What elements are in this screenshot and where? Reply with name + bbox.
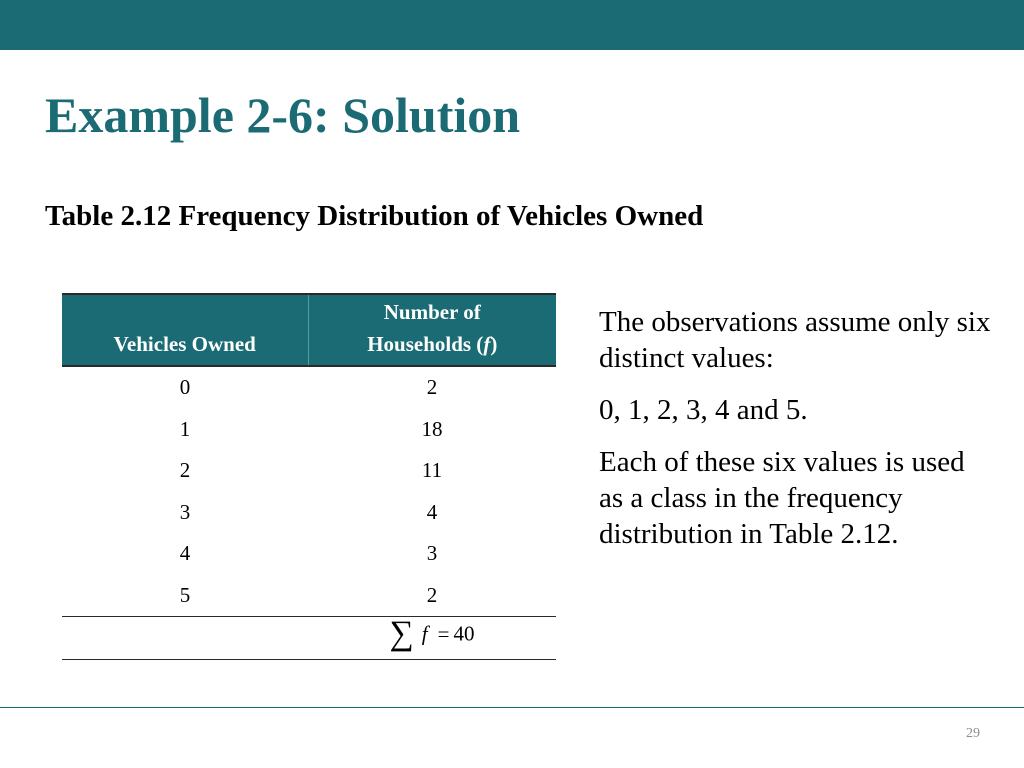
table-row: [62, 366, 556, 409]
table-row: [62, 409, 556, 451]
table-row: [62, 450, 556, 492]
households-cell: 18: [421, 416, 443, 441]
sum-variable: f: [421, 621, 428, 646]
table-total-row: [62, 617, 556, 660]
header-households-line1: Number of: [383, 300, 481, 324]
footer-divider: [0, 707, 1024, 708]
summation-icon: ∑: [389, 615, 414, 652]
table-row: [62, 533, 556, 575]
table-caption: Table 2.12 Frequency Distribution of Vehicles Owned: [45, 200, 704, 232]
households-cell: 3: [426, 541, 438, 566]
slide-title: Example 2-6: Solution: [45, 87, 521, 143]
top-banner: [0, 0, 1024, 50]
sum-expression: [389, 615, 475, 652]
sum-equals: =: [437, 621, 450, 646]
table-row: [62, 492, 556, 534]
vehicles-cell: 1: [179, 416, 191, 441]
households-cell: 11: [421, 458, 443, 483]
explanation-text: [599, 304, 994, 568]
table-header-row: [62, 294, 556, 366]
explanation-paragraph-1: The observations assume only six distinct values:: [599, 306, 991, 374]
header-households-suffix: ): [490, 331, 498, 356]
explanation-paragraph-2: 0, 1, 2, 3, 4 and 5.: [599, 394, 808, 426]
header-vehicles-owned: Vehicles Owned: [62, 294, 308, 366]
page-number: 29: [966, 726, 980, 741]
table-row: [62, 575, 556, 617]
vehicles-cell: 4: [179, 541, 191, 566]
header-households-prefix: Households (: [367, 331, 484, 356]
households-cell: 2: [426, 375, 438, 400]
sum-value: 40: [453, 621, 475, 646]
vehicles-cell: 2: [179, 458, 191, 483]
total-cell: [308, 617, 556, 660]
vehicles-cell: 5: [179, 582, 191, 607]
explanation-paragraph-3: Each of these six values is used as a class in the frequency distribution in Table 2.12.: [599, 446, 965, 550]
vehicles-cell: 3: [179, 499, 191, 524]
header-number-of-households: [308, 294, 556, 366]
total-empty-cell: [62, 617, 308, 660]
households-cell: 4: [426, 499, 438, 524]
header-households-var: f: [483, 331, 491, 356]
households-cell: 2: [426, 582, 438, 607]
frequency-table: [62, 293, 556, 660]
vehicles-cell: 0: [179, 375, 191, 400]
